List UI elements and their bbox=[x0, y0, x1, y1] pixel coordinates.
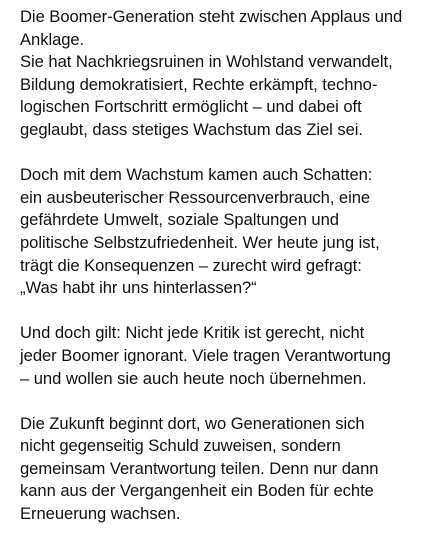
text-line: logischen Fortschritt ermöglicht – und dabei oft bbox=[20, 97, 362, 117]
paragraph-spacer bbox=[20, 300, 416, 323]
paragraph-3 bbox=[20, 322, 416, 390]
text-line: Erneuerung wachsen. bbox=[20, 504, 181, 524]
text-line: gemeinsam Verantwortung teilen. Denn nur dann bbox=[20, 458, 379, 478]
text-line: jeder Boomer ignorant. Viele tragen Verantwortung bbox=[20, 345, 391, 365]
paragraph-4 bbox=[20, 413, 416, 526]
document-body bbox=[20, 6, 416, 526]
paragraph-spacer bbox=[20, 390, 416, 413]
text-line: Anklage. bbox=[20, 29, 85, 49]
text-line: nicht gegenseitig Schuld zuweisen, sondern bbox=[20, 436, 341, 456]
paragraph-spacer bbox=[20, 142, 416, 165]
paragraph-1 bbox=[20, 6, 416, 142]
text-line: „Was habt ihr uns hinterlassen?“ bbox=[20, 278, 257, 298]
text-line: Bildung demokratisiert, Rechte erkämpft, techno- bbox=[20, 74, 378, 94]
text-line: geglaubt, dass stetiges Wachstum das Ziel sei. bbox=[20, 119, 363, 139]
text-line: trägt die Konsequenzen – zurecht wird gefragt: bbox=[20, 255, 362, 275]
text-line: Die Zukunft beginnt dort, wo Generationen sich bbox=[20, 413, 365, 433]
paragraph-2 bbox=[20, 164, 416, 300]
text-line: Doch mit dem Wachstum kamen auch Schatten: bbox=[20, 165, 373, 185]
text-line: ein ausbeuterischer Ressourcenverbrauch, eine bbox=[20, 187, 371, 207]
text-line: gefährdete Umwelt, soziale Spaltungen und bbox=[20, 210, 339, 230]
text-line: Sie hat Nachkriegsruinen in Wohlstand verwandelt, bbox=[20, 52, 393, 72]
text-line: Die Boomer-Generation steht zwischen Applaus und bbox=[20, 7, 403, 26]
text-line: politische Selbstzufriedenheit. Wer heute jung ist, bbox=[20, 232, 380, 252]
text-line: – und wollen sie auch heute noch übernehmen. bbox=[20, 368, 367, 388]
text-line: Und doch gilt: Nicht jede Kritik ist gerecht, nicht bbox=[20, 323, 365, 343]
text-line: kann aus der Vergangenheit ein Boden für echte bbox=[20, 481, 374, 501]
